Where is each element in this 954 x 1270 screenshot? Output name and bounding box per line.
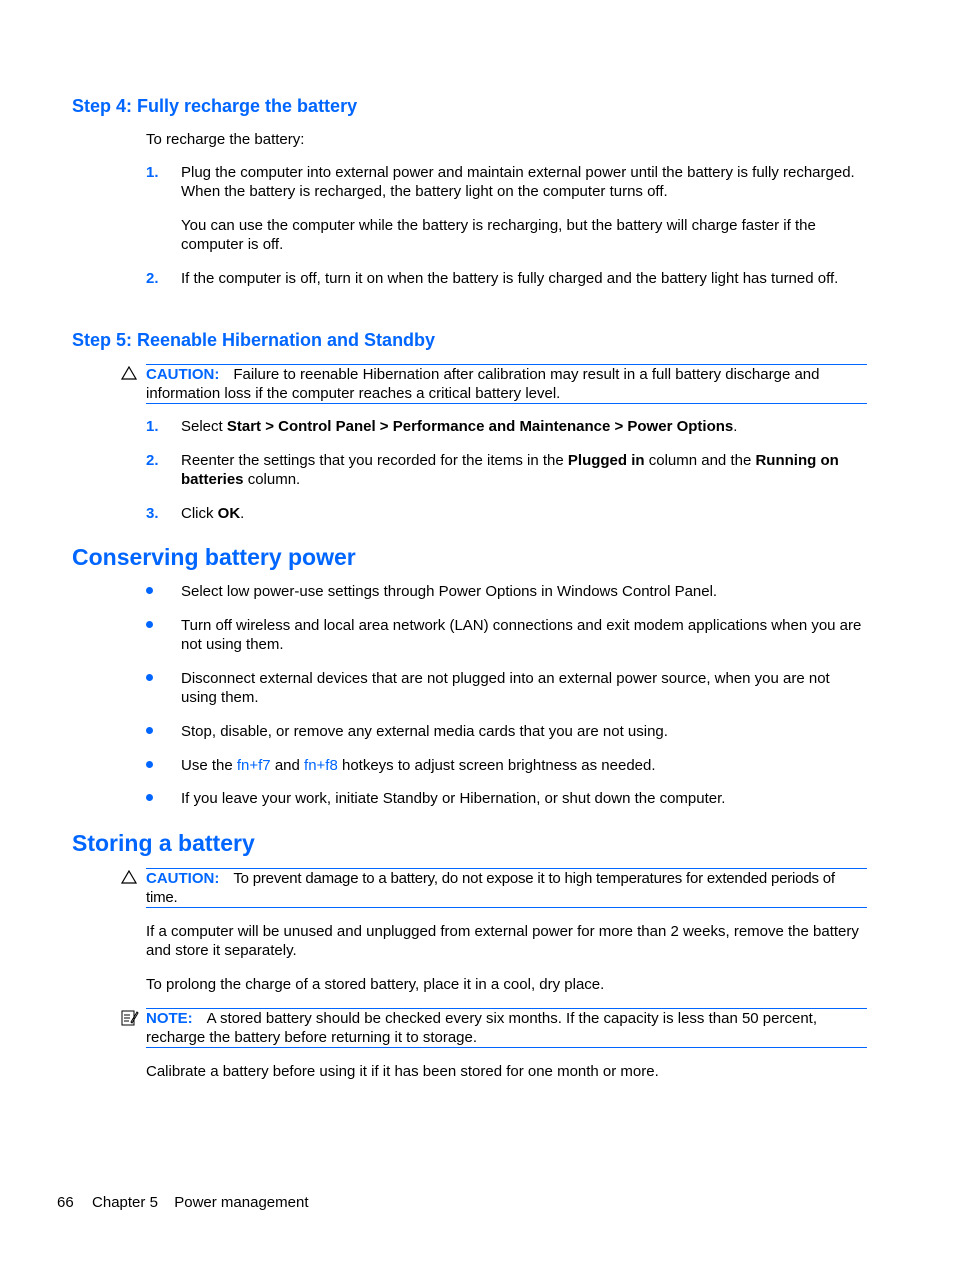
list-item: Stop, disable, or remove any external media cards that you are not using.: [181, 723, 668, 740]
column-name: Running on batteries: [181, 452, 839, 488]
storing-heading: Storing a battery: [72, 830, 255, 856]
step4-intro: To recharge the battery:: [146, 131, 305, 148]
note-box: [146, 1008, 867, 1048]
list-item-text: Select: [181, 418, 227, 435]
bullet-dot-icon: [145, 669, 155, 679]
list-item: [181, 504, 869, 523]
chapter-label: Chapter 5: [92, 1194, 158, 1211]
menu-path: Start > Control Panel > Performance and Maintenance > Power Options: [226, 418, 734, 435]
caution-triangle-icon: [121, 366, 137, 380]
list-item: If you leave your work, initiate Standby or Hibernation, or shut down the computer.: [181, 790, 726, 807]
list-item-text: and: [270, 757, 305, 774]
bullet-dot-icon: [145, 722, 155, 732]
list-item-text: .: [733, 418, 738, 435]
list-number: 2.: [146, 452, 159, 469]
note-pencil-icon: [121, 1009, 139, 1027]
list-number: 1.: [146, 418, 159, 435]
list-item: [181, 756, 869, 775]
list-item: [181, 451, 869, 489]
list-item-text: Reenter the settings that you recorded for the items in the: [181, 452, 568, 469]
page-footer: [57, 1193, 309, 1212]
button-name: OK: [217, 505, 241, 522]
list-item-text: column.: [243, 471, 301, 488]
caution-triangle-icon: [121, 870, 137, 884]
list-item: [181, 417, 869, 436]
caution-label: CAUTION:: [146, 366, 220, 383]
storing-paragraph: To prolong the charge of a stored battery, place it in a cool, dry place.: [146, 976, 605, 993]
list-number: 2.: [146, 270, 159, 287]
hotkey-link-fn-f8[interactable]: fn+f8: [304, 757, 338, 774]
hotkey-link-fn-f7[interactable]: fn+f7: [236, 757, 271, 774]
list-item: If the computer is off, turn it on when the battery is fully charged and the battery light has turned off.: [181, 270, 839, 287]
chapter-title: Power management: [174, 1194, 309, 1211]
note-label: NOTE:: [146, 1010, 193, 1027]
storing-paragraph: Calibrate a battery before using it if it has been stored for one month or more.: [146, 1063, 659, 1080]
step5-heading: Step 5: Reenable Hibernation and Standby: [72, 330, 436, 350]
page-number: 66: [57, 1194, 74, 1211]
list-item-note: You can use the computer while the battery is recharging, but the battery will charge faster if the computer is off.: [181, 217, 816, 253]
conserving-heading: Conserving battery power: [72, 544, 356, 570]
bullet-dot-icon: [145, 616, 155, 626]
list-item: Select low power-use settings through Power Options in Windows Control Panel.: [181, 583, 718, 600]
list-item-text: hotkeys to adjust screen brightness as needed.: [337, 757, 656, 774]
bullet-dot-icon: [145, 582, 155, 592]
list-item-text: Click: [181, 505, 218, 522]
list-item-text: column and the: [644, 452, 756, 469]
step4-heading: Step 4: Fully recharge the battery: [72, 96, 358, 116]
list-item: Turn off wireless and local area network (LAN) connections and exit modem applications when you are not using them.: [181, 617, 862, 653]
list-item: Plug the computer into external power and maintain external power until the battery is fully recharged. When the battery is recharged, the battery light on the computer turns off.: [181, 164, 855, 200]
caution-label: CAUTION:: [146, 870, 220, 887]
caution-box: [146, 364, 867, 404]
caution-text: To prevent damage to a battery, do not expose it to high temperatures for extended periods of time.: [146, 870, 835, 906]
bullet-dot-icon: [145, 756, 155, 766]
caution-box: [146, 868, 867, 908]
bullet-dot-icon: [145, 789, 155, 799]
list-item-text: Use the: [181, 757, 237, 774]
list-number: 3.: [146, 505, 159, 522]
list-item-text: .: [240, 505, 245, 522]
column-name: Plugged in: [567, 452, 645, 469]
note-text: A stored battery should be checked every six months. If the capacity is less than 50 percent, recharge the battery before returning it to storage.: [146, 1010, 817, 1046]
caution-text: Failure to reenable Hibernation after calibration may result in a full battery discharge and information loss if the computer reaches a critical battery level.: [146, 366, 820, 402]
list-item: Disconnect external devices that are not plugged into an external power source, when you are not using them.: [181, 670, 830, 706]
list-number: 1.: [146, 164, 159, 181]
storing-paragraph: If a computer will be unused and unplugged from external power for more than 2 weeks, remove the battery and store it separately.: [146, 923, 859, 959]
